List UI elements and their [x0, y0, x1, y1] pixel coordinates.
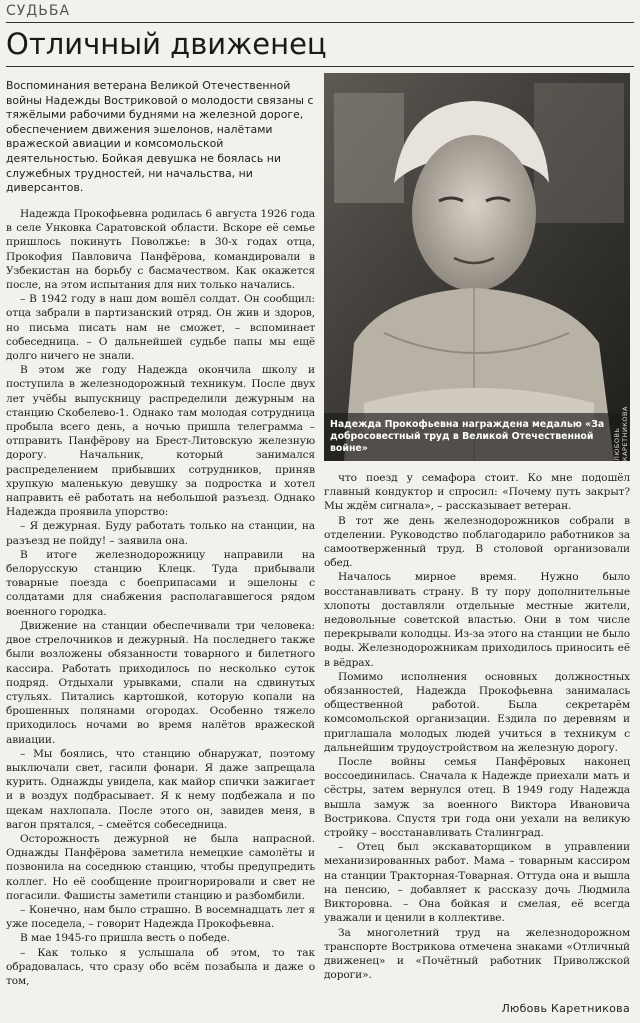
article-paragraph: Надежда Прокофьевна родилась 6 августа 1926 года в селе Унковка Саратовской области. Вскоре её семье пришлось покинуть Поволжье: в 30-х годах отца, Прокофия Павловича Панфёрова, командировали в Узбекистан на борьбу с басмачеством. Как окажется после, на этом испытания для них только начались. — [6, 208, 315, 292]
photo-caption: Надежда Прокофьевна награждена медалью «За добросовестный труд в Великой Отечественной войне» — [330, 419, 605, 454]
article-paragraph: Осторожность дежурной не была напрасной. Однажды Панфёрова заметила немецкие самолёты и позвонила на соседнюю станцию, чтобы предупредить коллег. Но её сообщение проигнорировали и свет не погасили. Фашисты заметили станцию и разбомбили. — [6, 832, 315, 902]
article-paragraph: После войны семья Панфёровых наконец воссоединилась. Сначала к Надежде приехали мать и сёстры, затем вернулся отец. В 1949 году Надежда вышла замуж за военного Виктора Ивановича Вострикова. Спустя три года они уехали на великую стройку – восстанавливать Сталинград. — [324, 756, 630, 840]
article-paragraph: что поезд у семафора стоит. Ко мне подошёл главный кондуктор и спросил: «Почему путь закрыт? Мы ждём сигнала», – рассказывает ветеран. — [324, 472, 630, 513]
top-rule — [6, 22, 634, 23]
article-paragraph: В мае 1945-го пришла весть о победе. — [20, 932, 230, 945]
article-paragraph: – Отец был экскаваторщиком в управлении механизированных работ. Мама – товарным кассиром на станции Тракторная-Товарная. Оттуда она и вышла на пенсию, – добавляет к рассказу дочь Людмила Викторовна. – Она бойкая и смелая, её всегда уважали и ценили в коллективе. — [324, 841, 630, 925]
article-headline: Отличный движенец — [6, 27, 327, 61]
right-column — [324, 471, 630, 982]
article-paragraph: – Как только я услышала об этом, то так обрадовалась, что сразу обо всём позабыла и даже о том, — [6, 946, 315, 987]
article-paragraph: – Мы боялись, что станцию обнаружат, поэтому выключали свет, гасили фонари. Я даже запрещала курить. Однажды увидела, как майор спички зажигает и в воздух подбрасывает. Я к нему подбежала и по щекам нахлопала. После этого он, завидев меня, в вагон прятался, – смеётся собеседница. — [6, 747, 315, 831]
author-signature: Любовь Каретникова — [501, 1002, 630, 1015]
article-paragraph: За многолетний труд на железнодорожном транспорте Вострикова отмечена знаками «Отличный движенец» и «Почётный работник Приволжской дороги». — [324, 926, 630, 982]
article-paragraph: – Я дежурная. Буду работать только на станции, на разъезд не пойду! – заявила она. — [6, 520, 315, 547]
article-paragraph: В тот же день железнодорожников собрали в отделении. Руководство поблагодарило работников за самоотверженный труд. В столовой организовали обед. — [324, 514, 630, 570]
article-paragraph: Началось мирное время. Нужно было восстанавливать страну. В ту пору дополнительные хлопоты доставляли отдельные местные жители, недовольные советской властью. Они в том числе перекрывали колодцы. Из-за этого на станции не было воды. Железнодорожникам приходилось приносить её в вёдрах. — [324, 571, 630, 669]
article-paragraph: Движение на станции обеспечивали три человека: двое стрелочников и дежурный. На последнего также были возложены обязанности товарного и билетного кассира. Работать приходилось по несколько суток подряд. Отдыхали урывками, спали на сдвинутых стульях. Питались картошкой, которую копали на брошенных полянами огородах. Особенно тяжело приходилось ночами во время налётов вражеской авиации. — [6, 619, 315, 746]
article-paragraph: – В 1942 году в наш дом вошёл солдат. Он сообщил: отца забрали в партизанский отряд. Он жив и здоров, но письма писать нам не сможет, – вспоминает собеседница. – О дальнейшей судьбе папы мы ещё долго ничего не знали. — [6, 293, 315, 363]
article-lead: Воспоминания ветерана Великой Отечественной войны Надежды Востриковой о молодости связаны с тяжёлыми рабочими буднями на железной дороге, обеспечением движения эшелонов, налётами вражеской авиации и комсомольской деятельностью. Бойкая девушка не боялась ни служебных трудностей, ни начальства, ни диверсантов. — [6, 79, 314, 195]
article-paragraph: В этом же году Надежда окончила школу и поступила в железнодорожный техникум. После двух лет учёбы выпускницу распределили дежурным на станцию Скобелево-1. Однако там молодая сотрудница пробыла всего день, а ночью пришла телеграмма – отправить Панфёрову на Брест-Литовскую железную дорогу. Начальник, который занимался распределением прибывших сотрудников, приняв хрупкую маленькую девушку за подростка и хотел направить её работать на небольшой разъезд. Однако Надежда проявила упорство: — [6, 364, 315, 519]
article-paragraph: В итоге железнодорожницу направили на белорусскую станцию Клецк. Туда прибывали товарные поезда с боеприпасами и эшелоны с солдатами для снабжения располагавшегося рядом военного городка. — [6, 548, 315, 618]
portrait-illustration — [324, 73, 630, 461]
section-rubric: СУДЬБА — [6, 3, 71, 19]
article-paragraph: Помимо исполнения основных должностных обязанностей, Надежда Прокофьевна занималась общественной работой. Была секретарём комсомольской организации. Ездила по деревням и приглашала молодых людей учиться в техникум с дальнейшим трудоустройством на железную дорогу. — [324, 670, 630, 754]
photo-credit: ЛЮБОВЬ КАРЕТНИКОВА — [613, 406, 629, 461]
article-paragraph: – Конечно, нам было страшно. В восемнадцать лет я уже поседела, – говорит Надежда Прокофьевна. — [6, 903, 315, 931]
headline-rule — [6, 66, 634, 67]
left-column — [6, 207, 315, 988]
veteran-photo — [324, 73, 630, 461]
